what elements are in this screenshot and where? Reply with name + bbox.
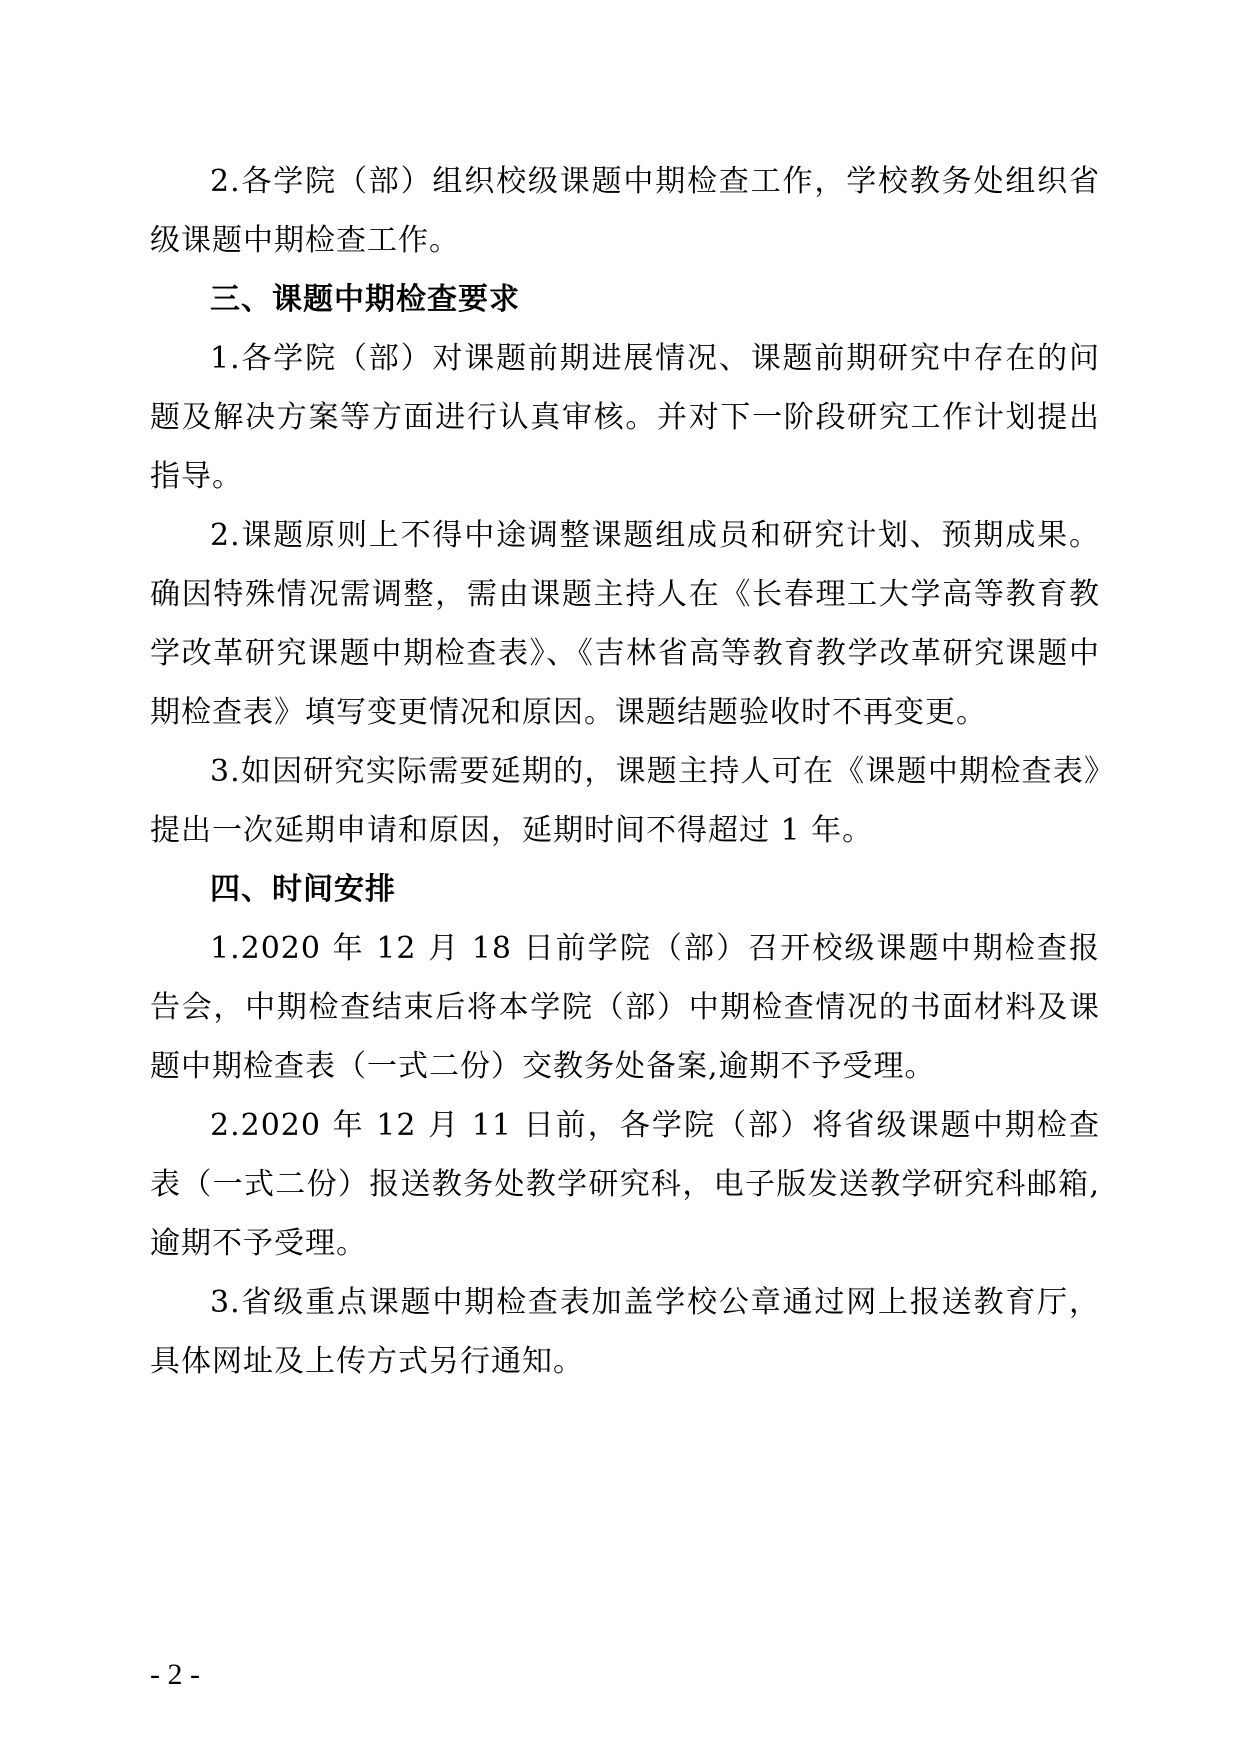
paragraph-key-project-upload: 3.省级重点课题中期检查表加盖学校公章通过网上报送教育厅，具体网址及上传方式另行通知。	[150, 1285, 1100, 1379]
document-body	[150, 152, 1100, 1391]
paragraph-extension: 3.如因研究实际需要延期的，课题主持人可在《课题中期检查表》提出一次延期申请和原因，延期时间不得超过 1 年。	[150, 754, 1100, 848]
section-heading-schedule: 四、时间安排	[210, 872, 396, 907]
paragraph-organize-check: 2.各学院（部）组织校级课题中期检查工作，学校教务处组织省级课题中期检查工作。	[150, 164, 1100, 258]
paragraph-review-progress: 1.各学院（部）对课题前期进展情况、课题前期研究中存在的问题及解决方案等方面进行认真审核。并对下一阶段研究工作计划提出指导。	[150, 341, 1100, 494]
paragraph-school-report-meeting: 1.2020 年 12 月 18 日前学院（部）召开校级课题中期检查报告会，中期检查结束后将本学院（部）中期检查情况的书面材料及课题中期检查表（一式二份）交教务处备案,逾期不予受理。	[150, 931, 1100, 1084]
section-heading-requirements: 三、课题中期检查要求	[210, 282, 520, 317]
paragraph-provincial-submission: 2.2020 年 12 月 11 日前，各学院（部）将省级课题中期检查表（一式二份）报送教务处教学研究科，电子版发送教学研究科邮箱,逾期不予受理。	[150, 1108, 1100, 1261]
page-number: - 2 -	[150, 1658, 200, 1691]
paragraph-no-adjustment: 2.课题原则上不得中途调整课题组成员和研究计划、预期成果。确因特殊情况需调整，需由课题主持人在《长春理工大学高等教育教学改革研究课题中期检查表》、《吉林省高等教育教学改革研究课题中期检查表》填写变更情况和原因。课题结题验收时不再变更。	[150, 518, 1100, 730]
